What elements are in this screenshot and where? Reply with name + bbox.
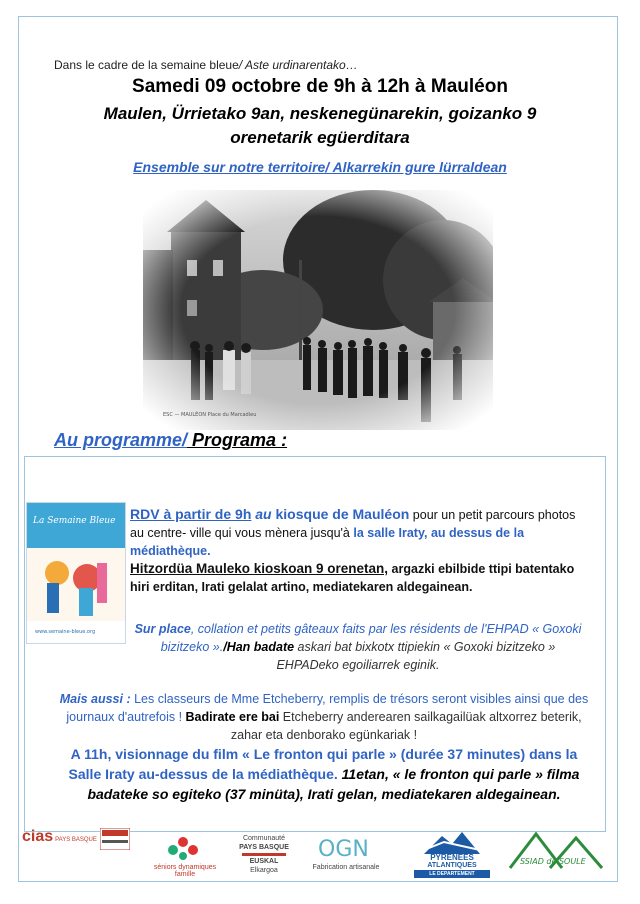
ssiad-logo	[506, 828, 606, 872]
aussi-eu-head: Badirate ere bai	[185, 710, 280, 724]
artisanale-logo	[318, 834, 374, 860]
surplace-head: Sur place	[134, 622, 191, 636]
aussi-paragraph	[54, 690, 594, 744]
rdv-eu-desc: argazki ebilbide ttipi batentako hiri erditan, Irati gelalat artino, mediatekaren aldegainean.	[130, 562, 575, 594]
atlantiques-text: ATLANTIQUES	[427, 862, 477, 869]
rdv-desc: pour un petit parcours photos au centre- ville qui vous mènera jusqu'à	[130, 508, 576, 540]
aussi-fr: Les classeurs de Mme Etcheberry, remplis de trésors seront visibles ainsi que des journaux d'autrefois !	[66, 692, 589, 724]
aussi-head: Mais aussi :	[59, 692, 131, 706]
surplace-eu-head: /Han badate	[223, 640, 295, 654]
rdv-place: kiosque de Mauléon	[275, 506, 410, 522]
surplace-paragraph	[128, 620, 588, 674]
elkargoa-text: Elkargoa	[250, 867, 278, 874]
communaute-logo	[234, 834, 294, 875]
pyrenees-logo	[414, 854, 490, 878]
subtitle-line-2: orenetarik egüerditara	[230, 128, 410, 147]
programme-title-fr: Au programme/	[54, 430, 188, 450]
photo-caption: ESC — MAULÉON Place du Marcadieu	[163, 412, 257, 418]
surplace-eu: askari bat bixkotx ttipiekin « Goxoki bizitzeko » EHPADeko egoiliarrek eginik.	[276, 640, 556, 672]
logos-strip	[18, 828, 622, 888]
intro-eu: / Aste urdinarentako…	[238, 58, 358, 72]
intro-text	[54, 58, 358, 72]
basque-cross-icon	[163, 834, 203, 860]
aussi-eu: Etcheberry anderearen sailkagailüak altxorrez beterik, zahar eta denborako egünkariak !	[230, 710, 582, 742]
ssiad-text: SSIAD de SOULE	[520, 857, 586, 866]
film-paragraph	[54, 744, 594, 804]
intro-fr: Dans le cadre de la semaine bleue	[54, 58, 239, 72]
vintage-photo	[143, 190, 493, 430]
subtitle-line-1: Maulen, Ürrietako 9an, neskenegünarekin, goizanko 9	[103, 104, 537, 123]
tagline: Ensemble sur notre territoire/ Alkarrekin gure lürraldean	[133, 159, 507, 175]
svg-text:OGN: OGN	[318, 837, 369, 860]
cias-logo	[22, 828, 102, 846]
rdv-eu-head: Hitzordüa Mauleko kioskoan 9 orenetan,	[130, 561, 389, 576]
poster-title: La Semaine Bleue	[33, 516, 116, 526]
programme-title	[54, 430, 287, 451]
cias-sub: PAYS BASQUE	[55, 837, 97, 843]
film-eu: 11etan, « le fronton qui parle » filma badateke so egiteko (37 minüta), Irati gelan, mediatekaren aldegainean.	[87, 766, 580, 802]
semaine-bleue-poster	[26, 502, 126, 644]
rdv-salle: la salle Iraty, au dessus de la médiathèque.	[130, 526, 525, 558]
event-title: Samedi 09 octobre de 9h à 12h à Mauléon	[132, 76, 508, 97]
departement-text: LE DEPARTEMENT	[414, 870, 490, 878]
surplace-fr: , collation et petits gâteaux faits par les résidents de l'EHPAD « Goxoki bizitzeko ».	[160, 622, 582, 654]
rdv-paragraph	[130, 505, 582, 596]
event-subtitle	[40, 102, 600, 150]
film-fr: A 11h, visionnage du film « Le fronton qui parle » (durée 37 minutes) dans la Salle Iraty au-dessus de la médiathèque.	[68, 746, 578, 782]
pays-basque-text: PAYS BASQUE	[239, 844, 289, 851]
euskal-text: EUSKAL	[249, 858, 279, 865]
red-box-logo	[100, 828, 130, 850]
pyrenees-mountain-icon	[424, 830, 480, 854]
communaute-text: Communauté	[242, 835, 286, 842]
rdv-time: RDV à partir de 9h	[130, 506, 252, 522]
seniors-text: séniors dynamiques famille	[153, 864, 217, 878]
cias-wordmark: cias	[22, 828, 54, 845]
artisanale-text: Fabrication artisanale	[312, 864, 380, 871]
poster-footer: www.semaine-bleue.org	[35, 629, 96, 635]
rdv-au: au	[251, 506, 276, 522]
pyrenees-text: PYRENEES	[430, 853, 474, 862]
programme-title-eu: Programa :	[187, 430, 288, 450]
